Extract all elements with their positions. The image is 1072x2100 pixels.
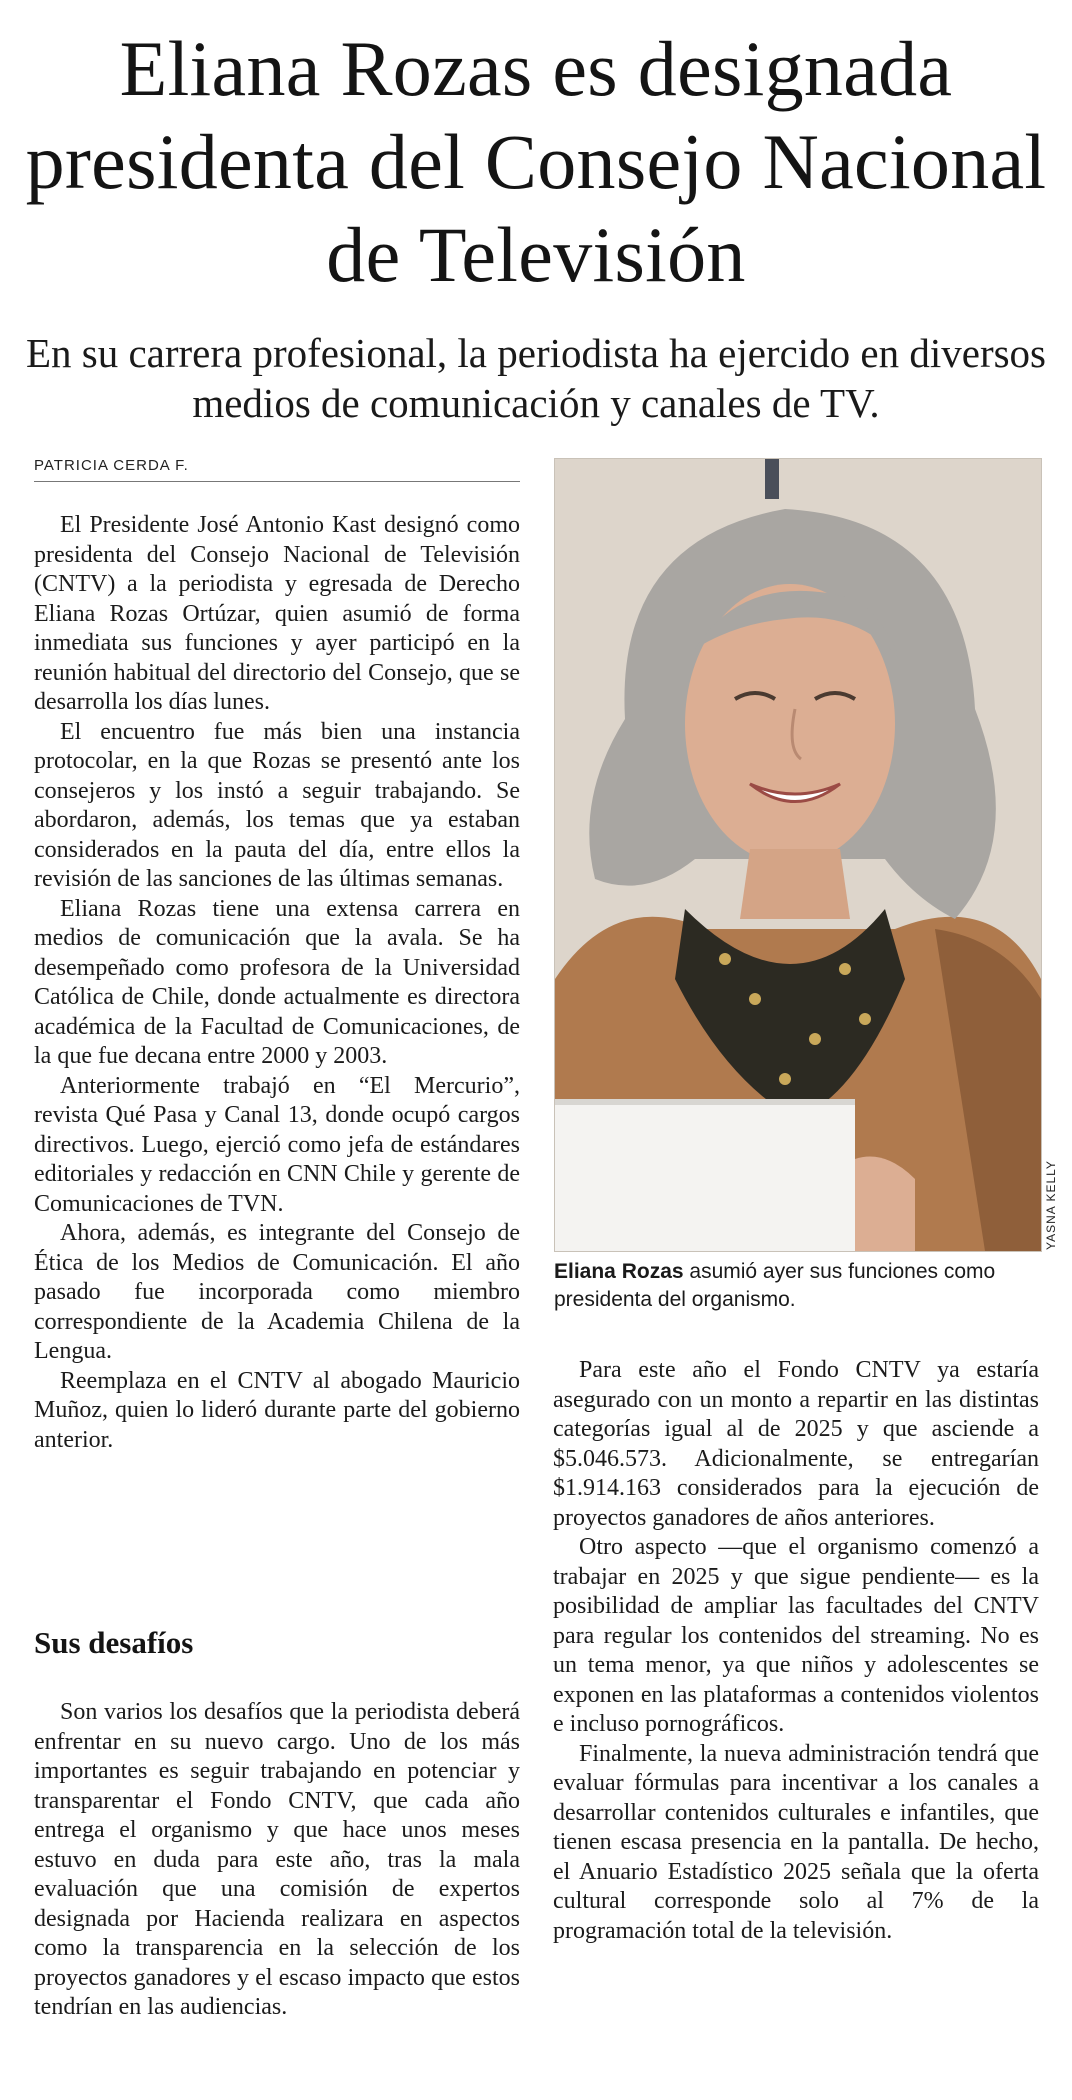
paragraph: El Presidente José Antonio Kast designó como presidenta del Consejo Nacional de Televisión (CNTV) a la periodista y egresada de Derecho Eliana Rozas Ortúzar, quien asumió de forma inmediata sus funciones y ayer participó en la reunión habitual del directorio del Consejo, que se desarrolla los días lunes. <box>34 512 520 715</box>
photo-caption <box>554 1258 1044 1314</box>
byline: PATRICIA CERDA F. <box>34 457 520 482</box>
photo-credit <box>1044 1160 1060 1250</box>
paragraph: Ahora, además, es integrante del Consejo de Ética de los Medios de Comunicación. El año pasado fue incorporada como miembro correspondiente de la Academia Chilena de la Lengua. <box>34 1220 520 1364</box>
paragraph: Otro aspecto —que el organismo comenzó a trabajar en 2025 y que sigue pendiente— es la posibilidad de ampliar las facultades del CNTV para regular los contenidos del streaming. No es un tema menor, ya que niños y adolescentes se exponen en las plataformas a contenidos violentos e incluso pornográficos. <box>553 1534 1039 1737</box>
portrait-illustration <box>555 459 1041 1251</box>
caption-name: Eliana Rozas <box>554 1260 684 1283</box>
photo-credit-text: YASNA KELLY <box>1044 1160 1058 1250</box>
body-column-left-bottom <box>34 1698 520 2023</box>
portrait-photo <box>554 458 1042 1252</box>
body-column-left-top <box>34 511 520 1455</box>
caption-text: asumió ayer sus funciones como presidenta del organismo. <box>554 1260 996 1311</box>
paragraph: Para este año el Fondo CNTV ya estaría asegurado con un monto a repartir en las distintas categorías igual al de 2025 y que asciende a $5.046.573. Adicionalmente, se entregarían $1.914.163 considerados para la ejecución de proyectos ganadores de años anteriores. <box>553 1357 1039 1531</box>
body-column-right <box>553 1356 1039 1946</box>
paragraph: Reemplaza en el CNTV al abogado Mauricio Muñoz, quien lo lideró durante parte del gobierno anterior. <box>34 1367 520 1453</box>
section-title: Sus desafíos <box>34 1625 194 1660</box>
paragraph: El encuentro fue más bien una instancia protocolar, en la que Rozas se presentó ante los consejeros y los instó a seguir trabajando. Se abordaron, además, los temas que ya estaban considerados en la pauta del día, entre ellos la revisión de las sanciones de las últimas semanas. <box>34 718 520 892</box>
paragraph: Anteriormente trabajó en “El Mercurio”, revista Qué Pasa y Canal 13, donde ocupó cargos directivos. Luego, ejerció como jefa de estándares editoriales y redacción en CNN Chile y gerente de Comunicaciones de TVN. <box>34 1072 520 1217</box>
paragraph: Eliana Rozas tiene una extensa carrera en medios de comunicación que la avala. Se ha desempeñado como profesora de la Universidad Católica de Chile, donde actualmente es directora académica de la Facultad de Comunicaciones, de la que fue decana entre 2000 y 2003. <box>34 895 520 1069</box>
subheadline: En su carrera profesional, la periodista ha ejercido en diversos medios de comunicación y canales de TV. <box>25 330 1047 426</box>
paragraph: Finalmente, la nueva administración tendrá que evaluar fórmulas para incentivar a los canales a desarrollar contenidos culturales e infantiles, que tienen escasa presencia en la pantalla. De hecho, el Anuario Estadístico 2025 señala que la oferta cultural corresponde solo al 7% de la programación total de la televisión. <box>553 1740 1039 1944</box>
paragraph: Son varios los desafíos que la periodista deberá enfrentar en su nuevo cargo. Uno de los más importantes es seguir trabajando en potenciar y transparentar el Fondo CNTV, que cada año entrega el organismo y que hace unos meses estuvo en duda para este año, tras la mala evaluación que una comisión de expertos designada por Hacienda realizara en aspectos como la transparencia en la selección de los proyectos ganadores y el escaso impacto que estos tendrían en las audiencias. <box>34 1699 520 2020</box>
headline: Eliana Rozas es designada presidenta del Consejo Nacional de Televisión <box>25 25 1047 298</box>
